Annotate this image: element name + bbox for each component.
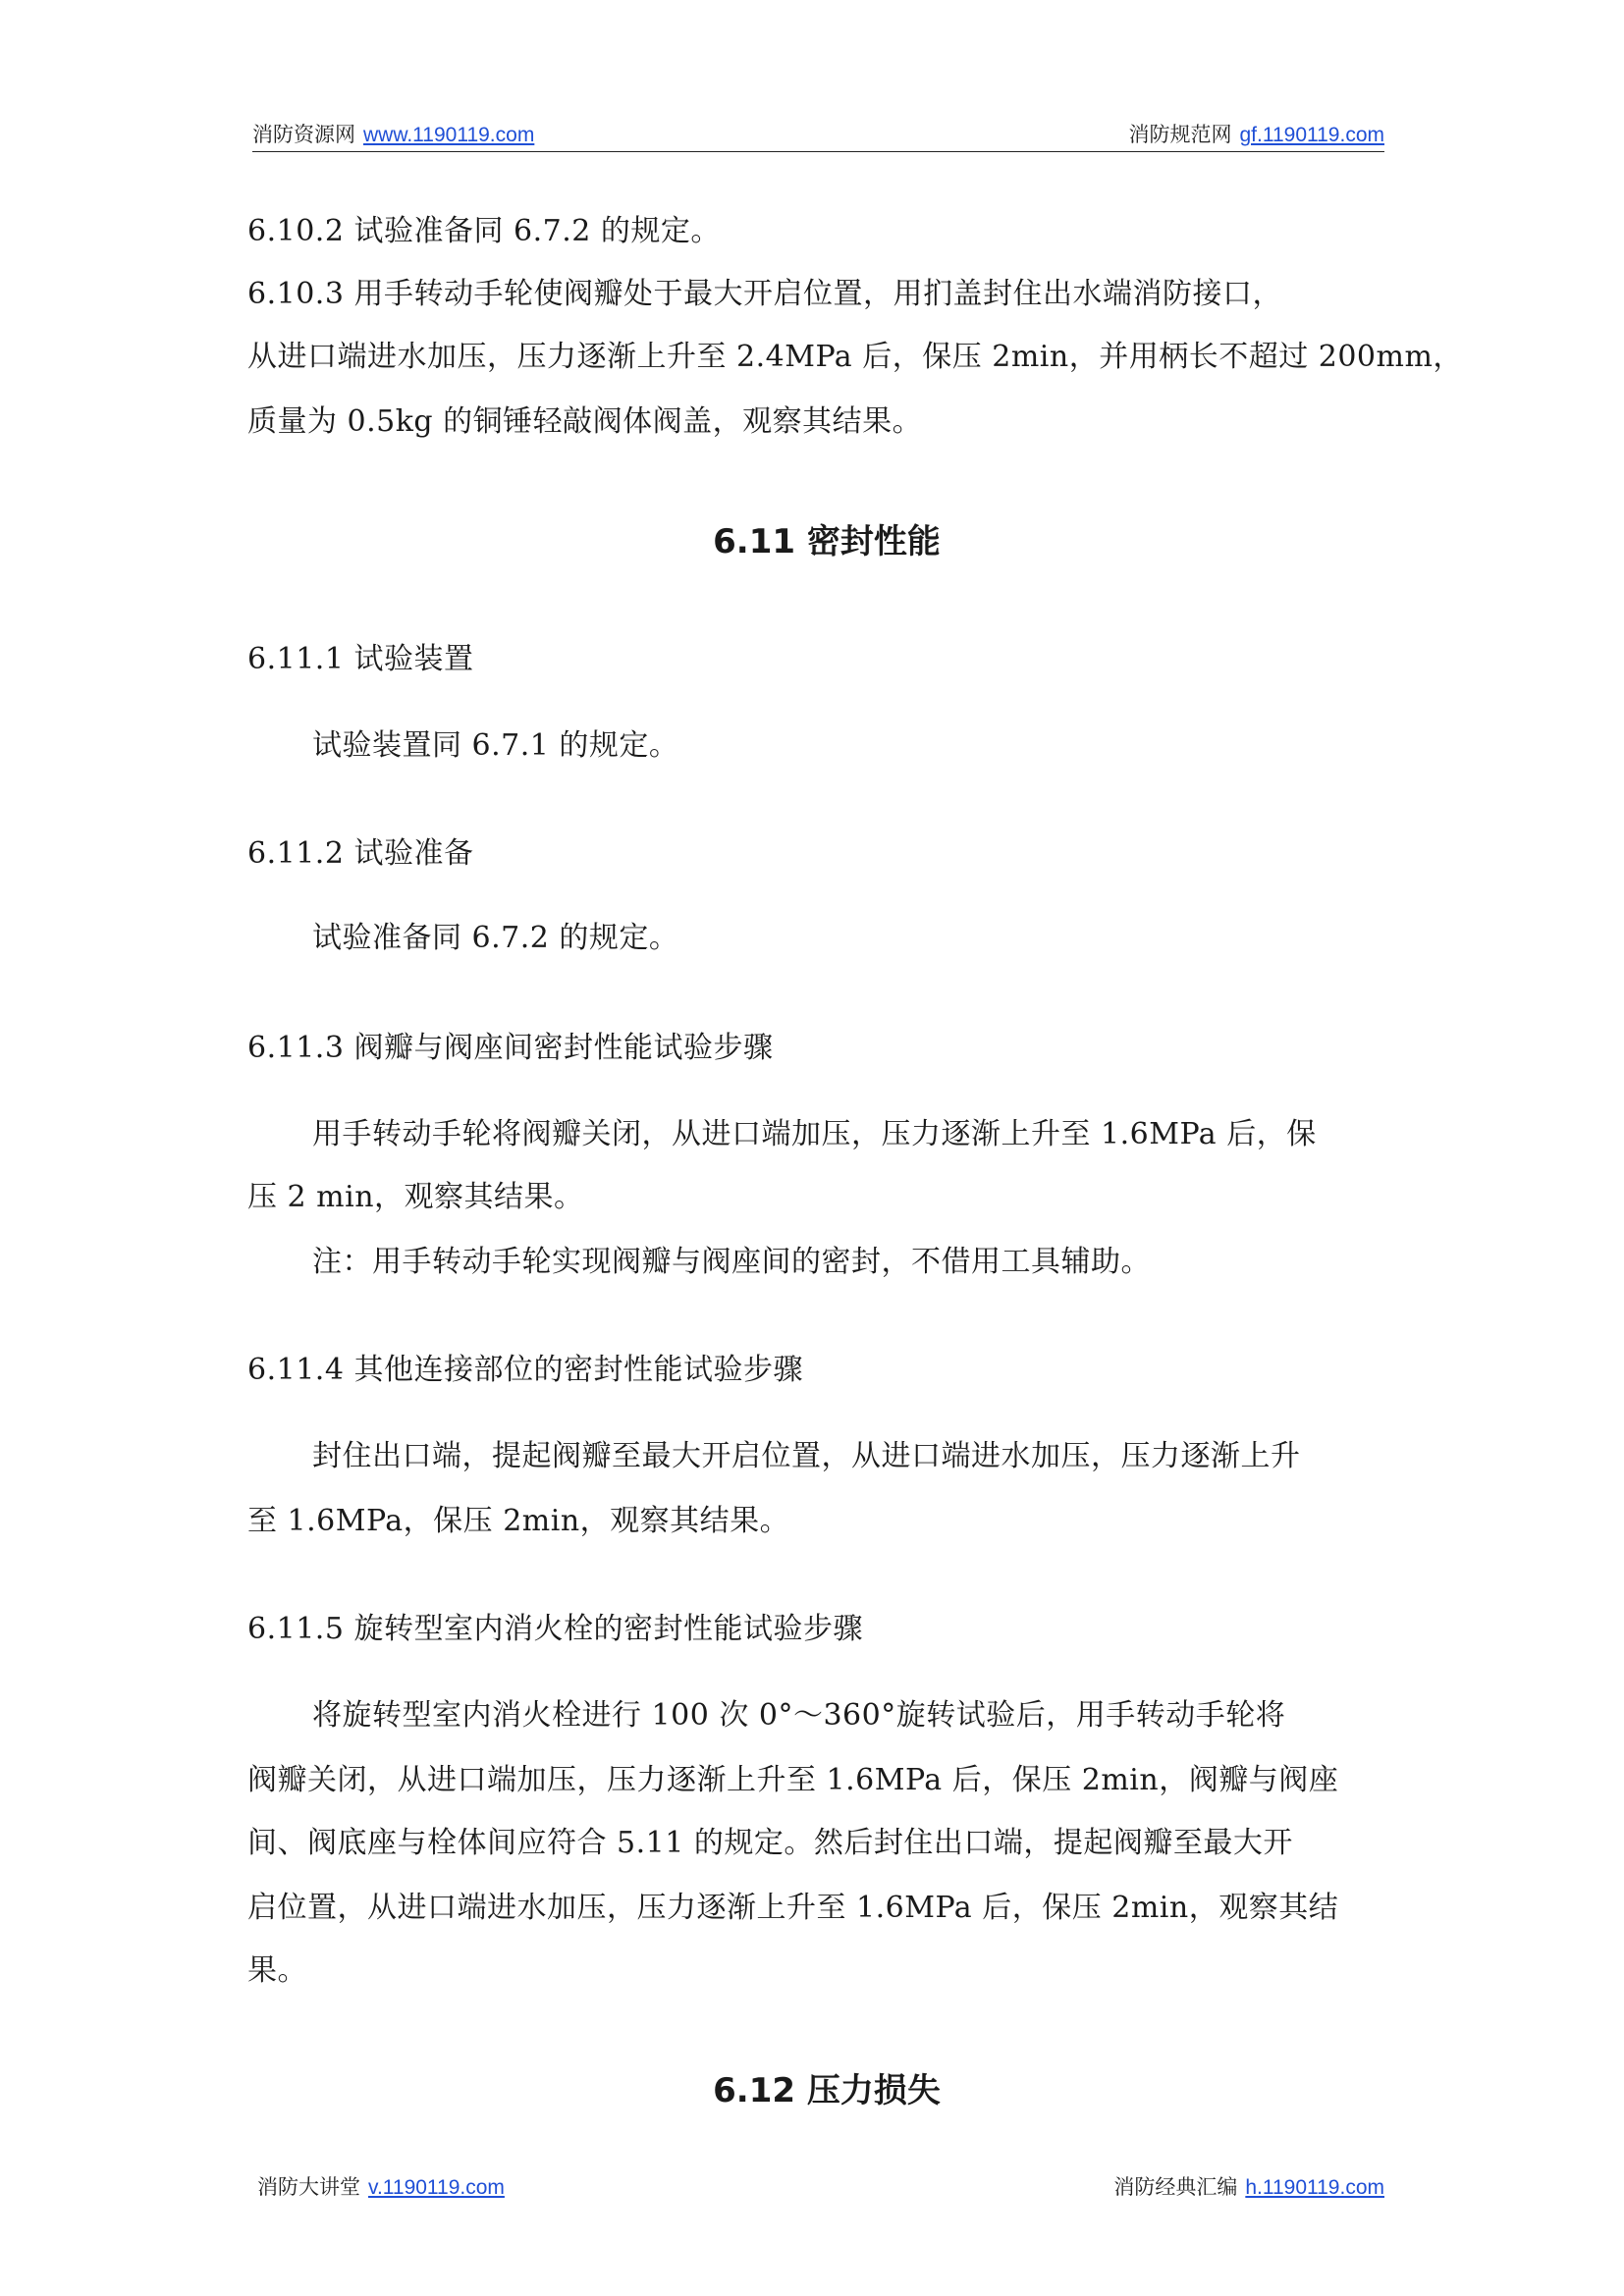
clause-6-10-3-line-1: 6.10.3 用手转动手轮使阀瓣处于最大开启位置，用扪盖封住出水端消防接口， xyxy=(247,277,1282,311)
header-right-site-name: 消防规范网 xyxy=(1128,124,1232,146)
paragraph-6-11-5-line-4: 启位置，从进口端进水加压，压力逐渐上升至 1.6MPa 后，保压 2min，观察其结 xyxy=(247,1891,1339,1925)
footer-left-link[interactable]: v.1190119.com xyxy=(368,2176,505,2199)
page-header xyxy=(252,116,1384,152)
clause-6-10-2: 6.10.2 试验准备同 6.7.2 的规定。 xyxy=(247,214,721,248)
heading-6-11-5: 6.11.5 旋转型室内消火栓的密封性能试验步骤 xyxy=(247,1612,863,1646)
section-title-6-11: 6.11 密封性能 xyxy=(713,522,941,561)
footer-right-link[interactable]: h.1190119.com xyxy=(1245,2176,1384,2199)
paragraph-6-11-5-line-2: 阀瓣关闭，从进口端加压，压力逐渐上升至 1.6MPa 后，保压 2min，阀瓣与阀座 xyxy=(247,1763,1339,1797)
paragraph-6-11-5-line-1: 将旋转型室内消火栓进行 100 次 0°～360°旋转试验后，用手转动手轮将 xyxy=(312,1698,1286,1733)
paragraph-6-11-5-line-3: 间、阀底座与栓体间应符合 5.11 的规定。然后封住出口端，提起阀瓣至最大开 xyxy=(247,1826,1293,1860)
footer-right-site-name: 消防经典汇编 xyxy=(1113,2176,1238,2199)
paragraph-6-11-5-line-5: 果。 xyxy=(247,1953,307,1988)
note-6-11-3: 注：用手转动手轮实现阀瓣与阀座间的密封，不借用工具辅助。 xyxy=(312,1245,1151,1279)
section-title-6-12: 6.12 压力损失 xyxy=(713,2071,941,2110)
heading-6-11-2: 6.11.2 试验准备 xyxy=(247,836,474,871)
footer-left xyxy=(257,2171,505,2201)
header-left xyxy=(252,119,534,148)
paragraph-6-11-3-line-1: 用手转动手轮将阀瓣关闭，从进口端加压，压力逐渐上升至 1.6MPa 后，保 xyxy=(312,1117,1317,1151)
heading-6-11-4: 6.11.4 其他连接部位的密封性能试验步骤 xyxy=(247,1353,803,1387)
footer-right xyxy=(1113,2171,1384,2201)
header-left-site-name: 消防资源网 xyxy=(252,124,355,146)
footer-left-site-name: 消防大讲堂 xyxy=(257,2176,360,2199)
heading-6-11-3: 6.11.3 阀瓣与阀座间密封性能试验步骤 xyxy=(247,1031,774,1065)
paragraph-6-11-4-line-2: 至 1.6MPa，保压 2min，观察其结果。 xyxy=(247,1504,790,1538)
paragraph-6-11-4-line-1: 封住出口端，提起阀瓣至最大开启位置，从进口端进水加压，压力逐渐上升 xyxy=(312,1439,1301,1473)
header-right-link[interactable]: gf.1190119.com xyxy=(1239,124,1384,146)
paragraph-6-11-2: 试验准备同 6.7.2 的规定。 xyxy=(312,921,679,955)
header-left-link[interactable]: www.1190119.com xyxy=(363,124,535,146)
paragraph-6-11-1: 试验装置同 6.7.1 的规定。 xyxy=(312,728,679,763)
header-right xyxy=(1129,119,1385,148)
heading-6-11-1: 6.11.1 试验装置 xyxy=(247,642,474,676)
clause-6-10-3-line-3: 质量为 0.5kg 的铜锤轻敲阀体阀盖，观察其结果。 xyxy=(247,404,923,439)
clause-6-10-3-line-2: 从进口端进水加压，压力逐渐上升至 2.4MPa 后，保压 2min，并用柄长不超过 200mm， xyxy=(247,340,1463,374)
page-footer xyxy=(257,2171,1384,2201)
paragraph-6-11-3-line-2: 压 2 min，观察其结果。 xyxy=(247,1180,584,1214)
